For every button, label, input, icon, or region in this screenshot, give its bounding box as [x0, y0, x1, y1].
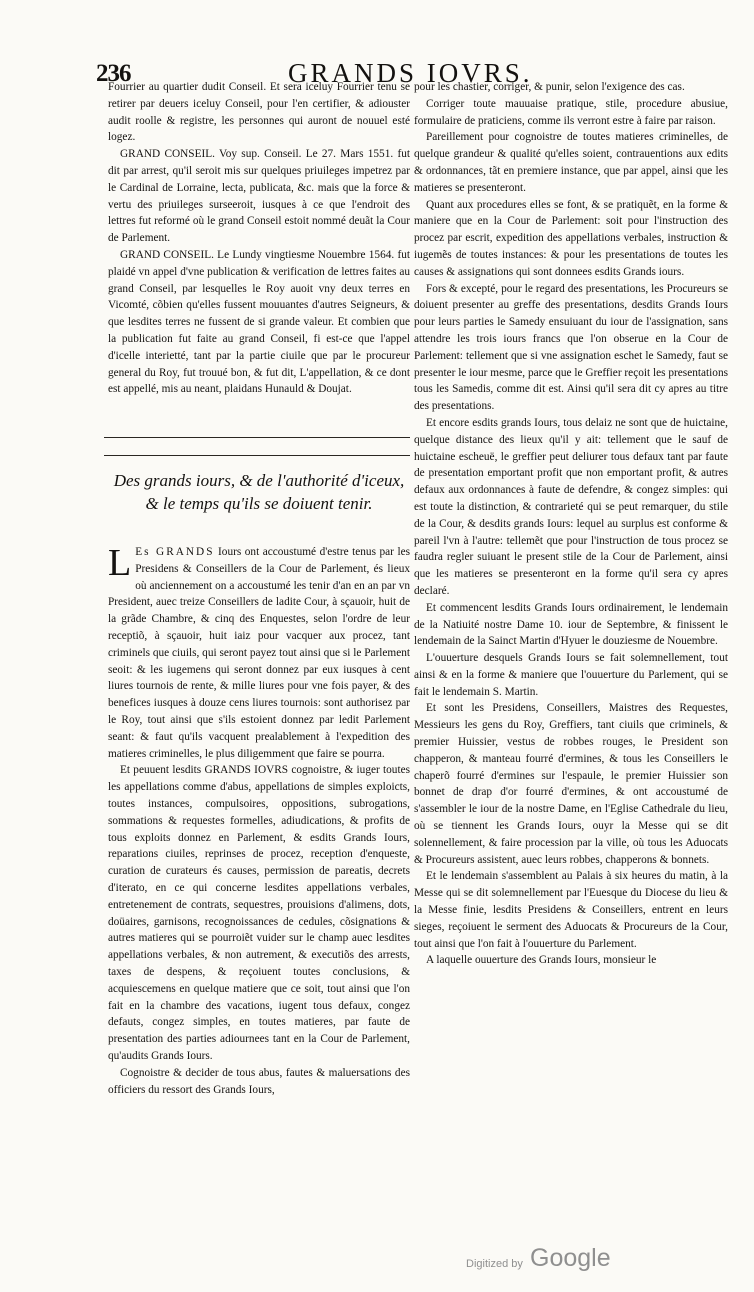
section-heading: Des grands iours, & de l'authorité d'iceux, & le temps qu'ils se doiuent tenir. — [113, 471, 405, 513]
right-paragraph: A laquelle ouuerture des Grands Iours, monsieur le — [426, 954, 657, 967]
left-column-top — [108, 79, 410, 429]
right-paragraph: Et encore esdits grands Iours, tous delaiz ne sont que de huictaine, quelque distance des lieux qu'il y ait: tellement que le sauf de huictaine escheuë, le greffier peut deliurer tous defaux tant par faute de presentation emportant profit que non emportant profit, & autres defaux aux ordonnances à faute de defendre, & congez simples: qui est toute la distinction, & contrarieté qui se peut remarquer, du stile de la Cour, & desdits grands Iours: lequel au surplus est conforme & pareil l'vn à l'autre: tellemẽt que pour l'instruction de tous procez se faudra regler suiuant le present stile de la Cour de Parlement, ainsi que les matieres se presenteront en la forme qu'il sera cy apres declaré. — [414, 416, 728, 597]
left-paragraph: Fourrier au quartier dudit Conseil. Et sera iceluy Fourrier tenu se retirer par deuers iceluy Conseil, pour l'en certifier, & adiouster audit roolle & registre, les personnes qui auront de nouuel esté logez. — [108, 81, 410, 144]
divider-rule — [104, 437, 410, 438]
right-paragraph: Et sont les Presidens, Conseillers, Maistres des Requestes, Messieurs les gens du Roy, Greffiers, tant ciuils que criminels, & premier Huissier, vestus de robbes rouges, le President son chapperon, & manteau fourré d'ermines, & tous les Conseillers le chaperõ fourré d'ermines sur l'espaule, le premier Huissier son bonnet de drap d'or fourré d'ermines, & ont accoustumé de s'assembler le iour de la nostre Dame, en l'Eglise Cathedrale du lieu, où se tiennent les Grands Iours, ouyr la Messe qui se dit solennellement, & faire procession par la ville, où tous les Aduocats & Procureurs assistent, auec leurs robbes, chapperons & bonnets. — [414, 702, 728, 866]
right-paragraph: Et le lendemain s'assemblent au Palais à six heures du matin, à la Messe qui se dit solemnellement par l'Euesque du Diocese du lieu & la Messe finie, lesdits Presidens & Conseillers, entrent en leurs sieges, reçoiuent le serment des Aduocats & Procureurs de la Cour, tout ainsi que l'on fait à l'ouuerture du Parlement. — [414, 870, 728, 950]
page-number: 236 — [96, 60, 131, 87]
right-paragraph: pour les chastier, corriger, & punir, selon l'exigence des cas. — [414, 81, 685, 93]
first-paragraph-text: Iours ont accoustumé d'estre tenus par les Presidens & Conseillers de la Cour de Parlement, és lieux où anciennement on a accoustumé les tenir d'an en an par vn President, auec treize Conseillers de ladite Cour, à sçauoir, huit de la grãde Chambre, & cinq des Enquestes, selon l'ordre de leur receptiõ, à sçauoir, huit iaiz pour vacquer aux procez, tant criminels que ciuils, qui seront payez tout ainsi que si le Parlement seoit: & les iugemens qui seront donnez par eux iusques à cent liures tournois de rente, & mille liures pour vne fois payer, & des benefices iusques à douze cens liures tournois: sont authorisez par le Roy, tout ainsi que s'ils estoient donnez par ledit Parlement seant: & faut qu'ils vacquent prealablement à l'expedition des matieres criminelles, le plus diligemment que faire se pourra. — [108, 546, 410, 760]
running-title: GRANDS IOVRS. — [288, 58, 533, 88]
right-paragraph: Et commencent lesdits Grands Iours ordinairement, le lendemain de la Natiuité nostre Dame 10. iour de Septembre, & finissent le lendemain de la Sainct Martin d'Hyuer le douziesme de Nouembre. — [414, 601, 728, 648]
right-paragraph: Corriger toute mauuaise pratique, stile, procedure abusiue, formulaire de praticiens, comme ils verront estre à faire par raison. — [414, 97, 728, 127]
right-paragraph: Pareillement pour cognoistre de toutes matieres criminelles, de quelque grandeur & qualité qu'elles soient, contrauentions aux edits & ordonnances, tãt en premiere instance, que par appel, ainsi que les matieres se presenteront. — [414, 131, 728, 194]
left-paragraph: Cognoistre & decider de tous abus, fautes & maluersations des officiers du ressort des Grands Iours, — [108, 1066, 410, 1096]
drop-cap: L — [108, 544, 132, 584]
first-paragraph — [108, 544, 410, 762]
digitized-watermark — [466, 1244, 611, 1276]
divider-rule — [104, 455, 410, 456]
right-paragraph: L'ouuerture desquels Grands Iours se fait solemnellement, tout ainsi & en la forme & maniere que l'ouuerture du Parlement, qui se fait le lendemain S. Martin. — [414, 652, 728, 698]
left-column-bottom — [108, 544, 410, 1264]
right-paragraph: Quant aux procedures elles se font, & se pratiquẽt, en la forme & maniere que en la Cour de Parlement: soit pour l'instruction des procez par escrit, expedition des appellations verbales, instruction & iugemẽs de toutes instances: & pour les presentations de toutes les causes & assignations qui sont donnees esdits Grands iours. — [414, 198, 728, 278]
right-paragraph: Fors & excepté, pour le regard des presentations, les Procureurs se doiuent presenter au greffe des presentations, desdits Grands Iours pour leurs parties le Samedy ensuiuant du iour de l'assignation, sans attendre les trois iours francs que l'on obserue en la Cour de Parlement: tellement que si vne assignation eschet le Samedy, faut se presenter le iour mesme, parce que le Greffier reçoit les presentations tous les Samedis, comme dit est. Ainsi qu'il sera dit cy apres au titre des presentations. — [414, 282, 728, 413]
left-paragraph: GRAND CONSEIL. Voy sup. Conseil. Le 27. Mars 1551. fut dit par arrest, qu'il seroit mis sur quelques priuileges impetrez par le Cardinal de Lorraine, lecta, publicata, &c. mais que la force & vertu des priuileges surseeroit, iusques à ce que l'endroit des lettres fut reformé où le grand Conseil estoit nommé deuãt la Cour de Parlement. — [108, 148, 410, 245]
watermark-prefix: Digitized by — [466, 1258, 523, 1270]
left-paragraph: Et peuuent lesdits GRANDS IOVRS cognoistre, & iuger toutes les appellations comme d'abus, appellations de simples exploicts, toutes instances, compulsoires, oppositions, subrogations, sommations & requestes formelles, adiudications, & profits de tous exploits donnez en Parlement, & esdits Grands Iours, reparations ciuiles, reprinses de procez, reception d'enqueste, curation de curateurs és causes, permission de pareatis, decrets d'iterato, en ce qui concerne lesdites appellations verbales, entretenement de contrats, sequestres, prouisions d'alimens, dots, doüaires, garnisons, recognoissances de cedules, cõsignations & autres matieres qui se pourroiẽt vuider sur le champ auec lesdites appellations verbales, & non autrement, & executiõs des arrests, taxes de despens, & reçoiuent toutes conclusions, & acquiescemens en quelque matiere que ce soit, tout ainsi que l'on fait en la chambre des vacations, iugent tous defaux, congez defauts, congez simples, en toutes matieres, par faute de presentation des parties adiournees tant en la Cour de Parlement, qu'audits Grands Iours. — [108, 764, 410, 1062]
left-paragraph: GRAND CONSEIL. Le Lundy vingtiesme Nouembre 1564. fut plaidé vn appel d'vne publication & verification de lettres faites au grand Conseil, par lesquelles le Roy auoit vny deux terres en Vicomté, cõbien qu'elles fussent mouuantes d'autres Seigneurs, & que lesdites terres ne fussent de si grande valeur. Et combien que la publication fut faite au grand Conseil, fi est-ce que l'appel d'icelle interietté, tant par la partie ciuile que par le procureur general du Roy, fut trouué bon, & fut dit, L'appellation, & ce dont est appellé, mis au neant, plaidans Hunauld & Doujat. — [108, 248, 410, 396]
watermark-logo: Google — [530, 1244, 611, 1272]
right-column — [414, 79, 728, 1264]
first-word: Es GRANDS — [135, 546, 215, 558]
